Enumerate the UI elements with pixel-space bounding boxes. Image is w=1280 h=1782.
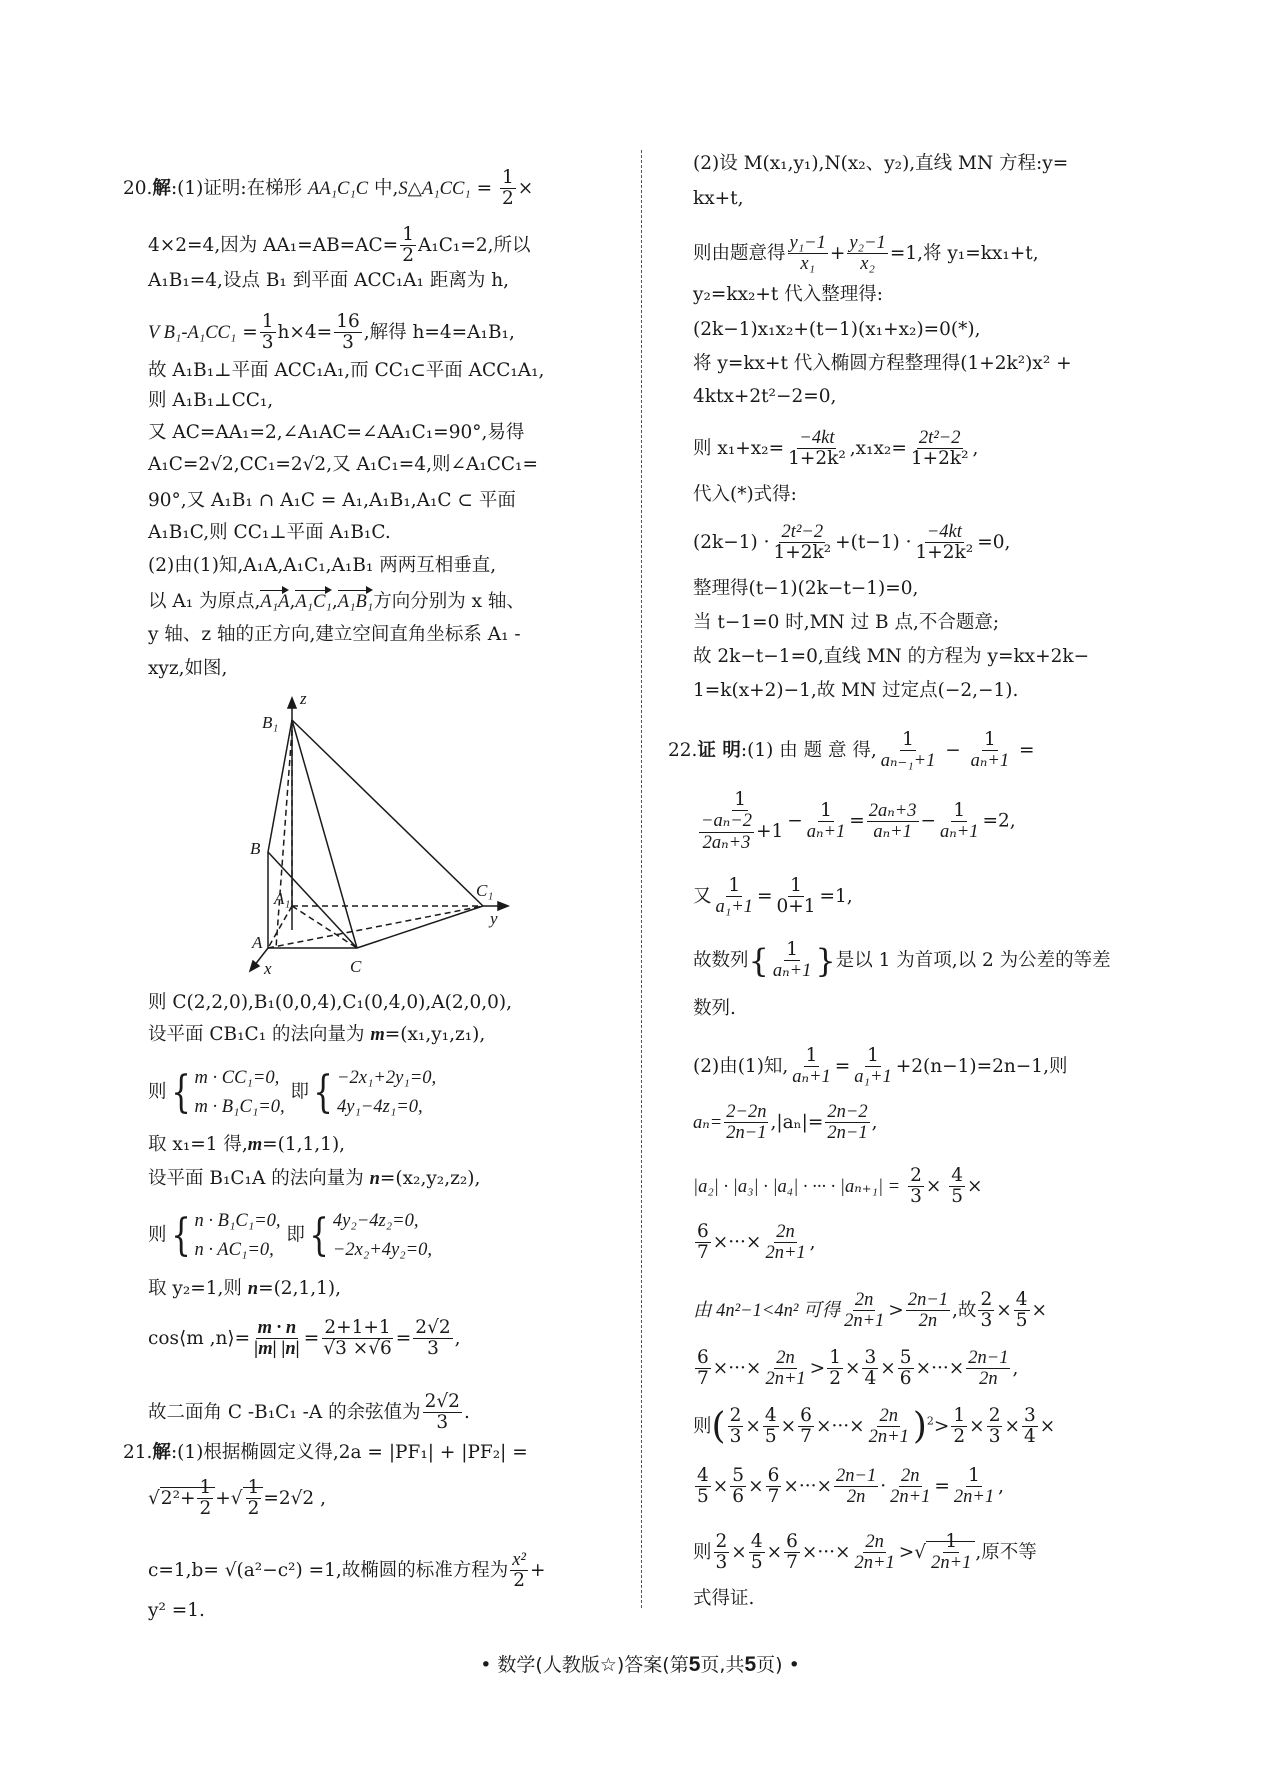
text: h×4= [277,321,333,343]
question-number: 21. [123,1442,153,1463]
label-C: C [350,957,362,976]
q22-line-12: 则( $\frac{2}{3}$ × $\frac{4}{5}$ × $\frac{6}{7}$ ×···× $\frac{2n}{2n+1}$ )$^2$> $\frac{1}{2}$ × $\frac{2}{3}$ × $\frac{3}{4}$ × [693,1405,1056,1448]
q22-line-7: aₙ= $\frac{2-2n}{2n-1}$ ,|aₙ|= $\frac{2n-2}{2n-1}$ , [693,1102,878,1144]
q22-line-11: $\frac{6}{7}$ ×···× $\frac{2n}{2n+1}$ > $\frac{1}{2}$ × $\frac{3}{4}$ × $\frac{5}{6}$ ×···× $\frac{2n-1}{2n}$ , [697,1347,1019,1390]
q22-line-10: 由 4n²−1<4n² 可得 $\frac{2n}{2n+1}$ > $\frac{2n-1}{2n}$ ,故 $\frac{2}{3}$ × $\frac{4}{5}$ × [693,1289,1048,1332]
q20-line-3: A₁B₁=4,设点 B₁ 到平面 ACC₁A₁ 距离为 h, [148,270,510,291]
label-C1: C₁ [476,881,494,900]
text: :(1)证明:在梯形 [170,177,308,199]
q20-line-16 [148,1026,485,1045]
text: =(2,1,1), [258,1278,341,1299]
vector: A₁C₁ [295,592,332,612]
proof-label: 证 明 [697,739,741,761]
q20-line-9: 90°,又 A₁B₁ ∩ A₁C = A₁,A₁B₁,A₁C ⊂ 平面 [148,490,516,511]
equation: −2x₁+2y₁=0, [337,1068,437,1088]
vector-n: n [247,1279,259,1299]
edge-B1B [268,720,292,852]
vector-m: m [247,1135,263,1155]
q21-line-1 [123,1444,528,1463]
text: 则 x₁+x₂= $\frac{-4kt}{\text{1+2k²}}$ ,x₁x₂= $\frac{\text{2t²−2}}{\text{1+2k²}}$ , [693,428,979,470]
text: A₁C₁=2,所以 [417,234,531,256]
text: 1=k(x+2)−1,故 MN 过定点(−2,−1). [693,680,1019,701]
math: V B₁-A₁CC₁ [148,322,237,343]
text: 设平面 B₁C₁A 的法向量为 [148,1168,370,1189]
text: 数列. [693,998,736,1019]
footer-text: 页) • [756,1654,800,1676]
fraction: $\frac{1}{2}$ [502,167,514,210]
label-x: x [264,959,272,978]
q21-line-4: y² =1. [148,1600,205,1621]
text: 式得证. [693,1588,755,1609]
fraction: $\frac{m \cdot n}{|m| |n|}$ [254,1318,300,1360]
page-total: 5 [744,1653,757,1676]
q22-line-14: 则 $\frac{2}{3}$ × $\frac{4}{5}$ × $\frac{6}{7}$ ×···× $\frac{2n}{2n+1}$ >√ $\frac{1}{2n+1}$ ,原不等 [693,1532,1037,1574]
q20-line-17 [148,1136,345,1155]
y-axis-arrow [498,902,508,910]
text: 以 A₁ 为原点, [148,591,261,612]
q20-line-6: 则 A₁B₁⊥CC₁, [148,390,274,411]
vector-n: n [369,1169,380,1189]
label-A: A [252,933,263,952]
footer-text: 页,共 [700,1654,745,1676]
q20-line-19 [148,1280,341,1299]
text: 则 [148,1081,167,1103]
edge-B1C1 [292,720,483,906]
fraction: $\frac{1}{2}$ [402,224,414,267]
question-number: 20. [123,177,153,199]
equation: −2x₂+4y₂=0, [332,1239,433,1260]
q22-line-9: $\frac{6}{7}$ ×···× $\frac{2n}{2n+1}$ , [697,1221,816,1264]
equation: m · B₁C₁=0, [194,1096,285,1117]
fraction: $\frac{2√2}{3}$ [415,1317,451,1360]
text: 方向分别为 x 轴、 [373,591,525,612]
label-B1: B₁ [262,713,279,732]
text: 将 y=kx+t 代入椭圆方程整理得(1+2k²)x² + [693,353,1072,374]
text: 4×2=4,因为 AA₁=AB=AC= [148,234,399,256]
q20-line-4: V B₁-A₁CC₁ = $\frac{1}{3}$ h×4= $\frac{16}{3}$ ,解得 h=4=A₁B₁, [148,311,515,354]
text: 则 [148,1224,167,1246]
text: 中, [368,177,399,199]
text: 整理得(t−1)(2k−t−1)=0, [693,578,919,599]
text: 取 y₂=1,则 [148,1278,248,1299]
page-footer [0,1650,1280,1677]
text: 取 x₁=1 得, [148,1134,248,1155]
math: S△A₁CC₁ [398,178,471,199]
text: 则由题意得 $\frac{\text{y₁−1}}{\text{x₁}}$ + $\frac{\text{y₂−1}}{\text{x₂}}$ =1,将 y₁=kx₁+t, [693,233,1039,275]
column-divider [641,150,642,1608]
text: ,解得 h=4=A₁B₁, [363,321,515,343]
q20-line-13: y 轴、z 轴的正方向,建立空间直角坐标系 A₁ - [148,624,521,645]
text: (2k−1)x₁x₂+(t−1)(x₁+x₂)=0(*), [693,319,981,340]
text: 故 2k−t−1=0,直线 MN 的方程为 y=kx+2k− [693,646,1090,667]
text: =(x₂,y₂,z₂), [379,1168,481,1189]
text: 即 [290,1081,310,1103]
q20-line-15: 则 C(2,2,0),B₁(0,0,4),C₁(0,4,0),A(2,0,0), [148,992,513,1013]
q22-line-13: $\frac{4}{5}$ × $\frac{5}{6}$ × $\frac{6}{7}$ ×···× $\frac{2n-1}{2n}$ · $\frac{2n}{2n+1}$ = $\frac{1}{2n+1}$ , [697,1465,1005,1508]
q20-line-14: xyz,如图, [148,658,228,679]
text: 代入(*)式得: [693,484,797,505]
equation: m · CC₁=0, [194,1068,280,1088]
q20-conclusion: 故二面角 C -B₁C₁ -A 的余弦值为 $\frac{2√2}{3}$ . [148,1391,470,1434]
q20-line-1: 20.解:(1)证明:在梯形 AA₁C₁C 中,S△A₁CC₁ = $\frac{1}{2}$ × [123,167,534,210]
q22-line-6: (2)由(1)知, $\frac{1}{\text{aₙ+1}}$ = $\frac{1}{\text{a₁+1}}$ +2(n−1)=2n−1,则 [693,1045,1068,1088]
q22-line-2: 1 $\frac{\text{−aₙ−2}}{\text{2aₙ+3}}$ +1 − $\frac{1}{\text{aₙ+1}}$ = $\frac{\text{2aₙ+3}}{\text{aₙ+1}}$ − $\frac{1}{\text{aₙ+1}}$ =2, [701,789,1016,853]
solve-label: 解 [152,1442,171,1463]
q22-line-3: 又 $\frac{1}{\text{a₁+1}}$ = $\frac{1}{0+1}$ =1, [693,875,853,918]
text: 故二面角 C -B₁C₁ -A 的余弦值为 [148,1401,421,1423]
text: 即 [286,1224,305,1246]
text: 4ktx+2t²−2=0, [693,386,837,407]
q20-line-12: 以 A₁ 为原点,A₁A,A₁C₁,A₁B₁方向分别为 x 轴、 [148,591,525,612]
q20-line-8: A₁C=2√2,CC₁=2√2,又 A₁C₁=4,则∠A₁CC₁= [148,454,538,475]
text: (2)设 M(x₁,y₁),N(x₂、y₂),直线 MN 方程:y= [693,153,1069,174]
q21-line-3: c=1,b= √(a²−c²) =1,故椭圆的标准方程为 $\frac{\text{x²}}{2}$ + [148,1550,546,1592]
question-number: 22. [668,739,698,761]
text: 设平面 CB₁C₁ 的法向量为 [148,1024,371,1045]
edge-CC1 [357,906,483,948]
label-z: z [300,690,307,708]
fraction: $\frac{2√2}{3}$ [424,1391,460,1434]
z-axis-arrow [288,698,296,708]
q20-line-10: A₁B₁C,则 CC₁⊥平面 A₁B₁C. [148,522,391,543]
q22-line-4: 故数列{ $\frac{1}{\text{aₙ+1}}$ }是以 1 为首项,以 2 为公差的等差 [693,939,1111,982]
q20-cos-line: cos⟨m ,n⟩= $\frac{m \cdot n}{|m| |n|}$ = $\frac{2+1+1}{√3 \times√6}$ = $\frac{2√2}{3}$ , [148,1317,461,1360]
fraction: $\frac{2+1+1}{√3 \times√6}$ [323,1317,392,1360]
q20-system-1: 则{ m · CC₁=0, m · B₁C₁=0, 即{ −2x₁+2y₁=0, 4y₁−4z₁=0, [148,1064,436,1121]
q21-line-2: √ 2²+ $\frac{1}{2}$ +√ $\frac{1}{2}$ =2√2 , [148,1478,326,1520]
label-y: y [490,909,498,928]
q20-line-2 [148,225,530,267]
q20-system-2: 则{ n · B₁C₁=0, n · AC₁=0, 即{ 4y₂−4z₂=0, −2x₂+4y₂=0, [148,1207,432,1264]
text: y₂=kx₂+t 代入整理得: [693,284,883,305]
vector-m: m [370,1025,385,1045]
q20-line-5: 故 A₁B₁⊥平面 ACC₁A₁,而 CC₁⊂平面 ACC₁A₁, [148,360,545,381]
fraction: $\frac{16}{3}$ [336,311,360,354]
label-B: B [250,839,261,858]
q20-line-11: (2)由(1)知,A₁A,A₁C₁,A₁B₁ 两两互相垂直, [148,555,497,576]
q22-line-8: |a₂| · |a₃| · |a₄| · ··· · |aₙ₊₁| = $\frac{2}{3}$ × $\frac{4}{5}$ × [693,1165,983,1208]
solve-label: 解 [152,177,171,199]
q22-line-1: 22.证 明:(1) 由 题 意 得, $\frac{1}{\text{aₙ₋₁+1}}$ − $\frac{1}{\text{aₙ+1}}$ = [668,729,1035,772]
vector: A₁A [260,592,290,612]
text: =(x₁,y₁,z₁), [384,1024,486,1045]
q20-line-7: 又 AC=AA₁=2,∠A₁AC=∠AA₁C₁=90°,易得 [148,422,525,443]
text: cos⟨m ,n⟩= [148,1327,251,1349]
tetrahedron-figure [240,690,520,980]
math: AA₁C₁C [308,178,369,199]
text: =(1,1,1), [262,1134,346,1155]
fraction: $\frac{1}{3}$ [261,311,274,354]
equation: 4y₂−4z₂=0, [332,1211,419,1231]
text: (2k−1) · $\frac{\text{2t²−2}}{\text{1+2k²}}$ +(t−1) · $\frac{-4kt}{\text{1+2k²}}$ =0, [693,522,1011,564]
text: :(1)根据椭圆定义得,2a = |PF₁| + |PF₂| = [170,1442,528,1463]
equation: 4y₁−4z₁=0, [337,1096,423,1117]
equation: n · B₁C₁=0, [194,1211,281,1231]
page-number: 5 [688,1653,701,1676]
vector: A₁B₁ [337,592,374,612]
equation: n · AC₁=0, [194,1239,274,1260]
footer-text: • 数学(人教版☆)答案(第 [480,1654,689,1676]
text: kx+t, [693,188,744,209]
text: 当 t−1=0 时,MN 过 B 点,不合题意; [693,612,1000,633]
q20-line-18 [148,1170,480,1189]
label-A1: A₁ [274,889,291,908]
